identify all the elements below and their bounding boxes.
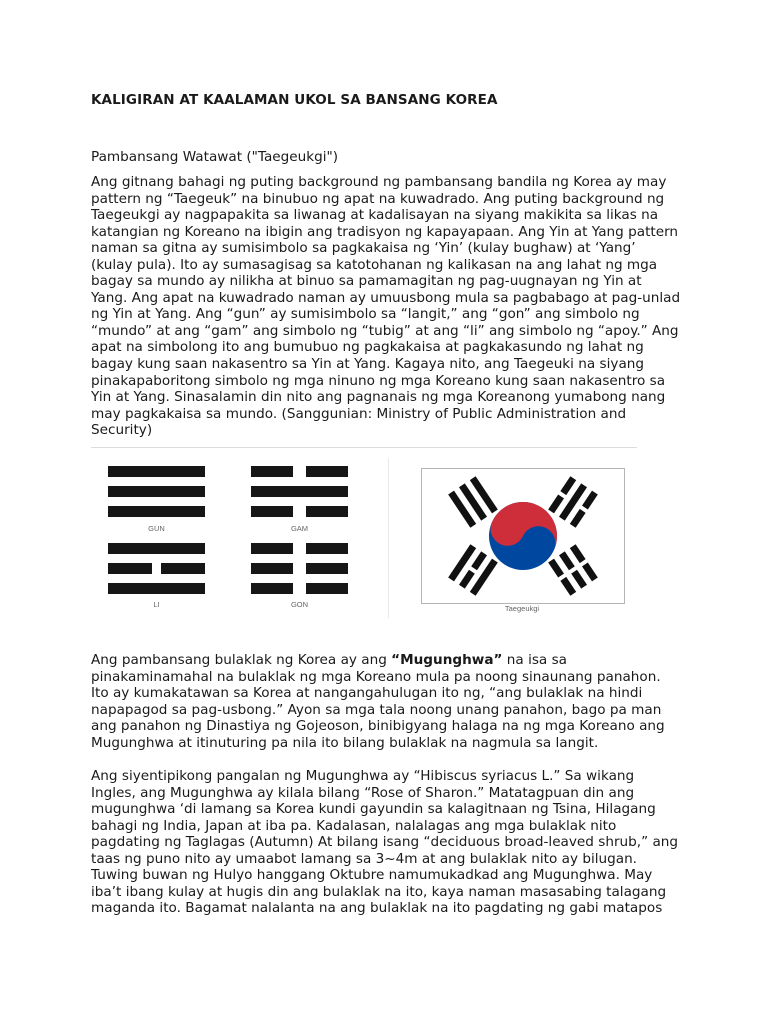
trigram-line-segment: [306, 583, 348, 594]
trigram-line-segment: [306, 543, 348, 554]
trigram-line: [251, 486, 348, 497]
trigram-label-li: LI: [153, 600, 160, 609]
taegeukgi-flag-image: [422, 469, 624, 603]
trigram-line-segment: [251, 583, 293, 594]
flag-section-heading: Pambansang Watawat ("Taegeukgi"): [91, 149, 339, 165]
flower-paragraph-2: Ang siyentipikong pangalan ng Mugunghwa ay “Hibiscus syriacus L.” Sa wikang Ingles, ang Mugunghwa ay kilala bilang “Rose of Sharon.” Matatagpuan din ang mugunghwa ‘di lamang sa Korea kundi gayundin sa kalagitnaan ng Tsina, Hilagang bahagi ng India, Japan at iba pa. Kadalasan, nalalagas ang mga bulaklak nito pagdating ng Taglagas (Autumn) At bilang isang “deciduous broad-leaved shrub,” ang taas ng puno nito ay umaabot lamang sa 3~4m at ang bulaklak nito ay bilugan. Tuwing buwan ng Hulyo hanggang Oktubre namumukadkad ang Mugunghwa. May iba’t ibang kulay at hugis din ang bulaklak na ito, kaya naman masasabing talagang maganda ito. Bagamat nalalanta na ang bulaklak na ito pagdating ng gabi matapos: [91, 768, 679, 917]
trigram-line-segment: [306, 466, 348, 477]
figure-top-rule: [91, 447, 637, 448]
trigram-line-segment: [251, 563, 293, 574]
trigram-line-segment: [251, 543, 293, 554]
trigram-line: [108, 583, 205, 594]
trigram-line-segment: [251, 506, 293, 517]
trigram-line: [108, 466, 205, 477]
trigram-label-gam: GAM: [290, 524, 309, 533]
flower-paragraph-1: [91, 652, 681, 751]
flag-figure: [91, 452, 639, 624]
document-title: KALIGIRAN AT KAALAMAN UKOL SA BANSANG KOREA: [91, 92, 498, 108]
flower-p1-text-start: Ang pambansang bulaklak ng Korea ay ang: [91, 652, 392, 668]
trigram-line-segment: [108, 563, 152, 574]
figure-panel-divider: [388, 458, 389, 618]
taegeukgi-flag: [421, 468, 625, 604]
trigram-line-segment: [306, 563, 348, 574]
taeguk-emblem: [489, 502, 557, 570]
trigram-label-gun: GUN: [148, 524, 165, 533]
trigrams-panel: [91, 452, 383, 624]
trigram-line: [108, 506, 205, 517]
flag-caption: Taegeukgi: [504, 604, 540, 613]
trigram-line: [108, 486, 205, 497]
trigram-label-gon: GON: [290, 600, 309, 609]
trigram-line-segment: [306, 506, 348, 517]
trigram-line: [108, 543, 205, 554]
mugunghwa-bold-name: “Mugunghwa”: [391, 652, 503, 668]
trigram-line-segment: [161, 563, 205, 574]
trigram-line-segment: [251, 466, 293, 477]
flower-p1-text-end: na isa sa pinakaminamahal na bulaklak ng mga Koreano mula pa noong sinaunang panahon. Ito ay kumakatawan sa Korea at nangangahulugan ito ng, “ang bulaklak na hindi napapagod sa pag-usbong.” Ayon sa mga tala noong unang panahon, bago pa man ang panahon ng Dinastiya ng Gojeoson, binibigyang halaga na ng mga Koreano ang Mugunghwa at itinuturing pa nila ito bilang bulaklak na nagmula sa langit.: [91, 652, 665, 751]
flag-paragraph: Ang gitnang bahagi ng puting background ng pambansang bandila ng Korea ay may pattern ng “Taegeuk” na binubuo ng apat na kuwadrado. Ang puting background ng Taegeukgi ay nagpapakita sa liwanag at kadalisayan na siyang makikita sa likas na katangian ng Koreano na ibigin ang tradisyon ng kapayapaan. Ang Yin at Yang pattern naman sa gitna ay sumisimbolo sa pagkakaisa ng ‘Yin’ (kulay bughaw) at ‘Yang’ (kulay pula). Ito ay sumasagisag sa katotohanan ng kalikasan na ang lahat ng mga bagay sa mundo ay nilikha at binuo sa pamamagitan ng pag-uugnayan ng Yin at Yang. Ang apat na kuwadrado naman ay umuusbong mula sa pagbabago at pag-unlad ng Yin at Yang. Ang “gun” ay sumisimbolo sa “langit,” ang “gon” ang simbolo ng “mundo” at ang “gam” ang simbolo ng “tubig” at ang “li” ang simbolo ng “apoy.” Ang apat na simbolong ito ang bumubuo ng pagkakaisa at pagkakasundo ng lahat ng bagay kung saan nakasentro sa Yin at Yang. Kagaya nito, ang Taegeuki na siyang pinakapaboritong simbolo ng mga ninuno ng mga Koreano kung saan nakasentro sa Yin at Yang. Sinasalamin din nito ang pagnanais ng mga Koreanong yumabong nang may pagkakaisa sa mundo. (Sanggunian: Ministry of Public Administration and Security): [91, 174, 681, 439]
